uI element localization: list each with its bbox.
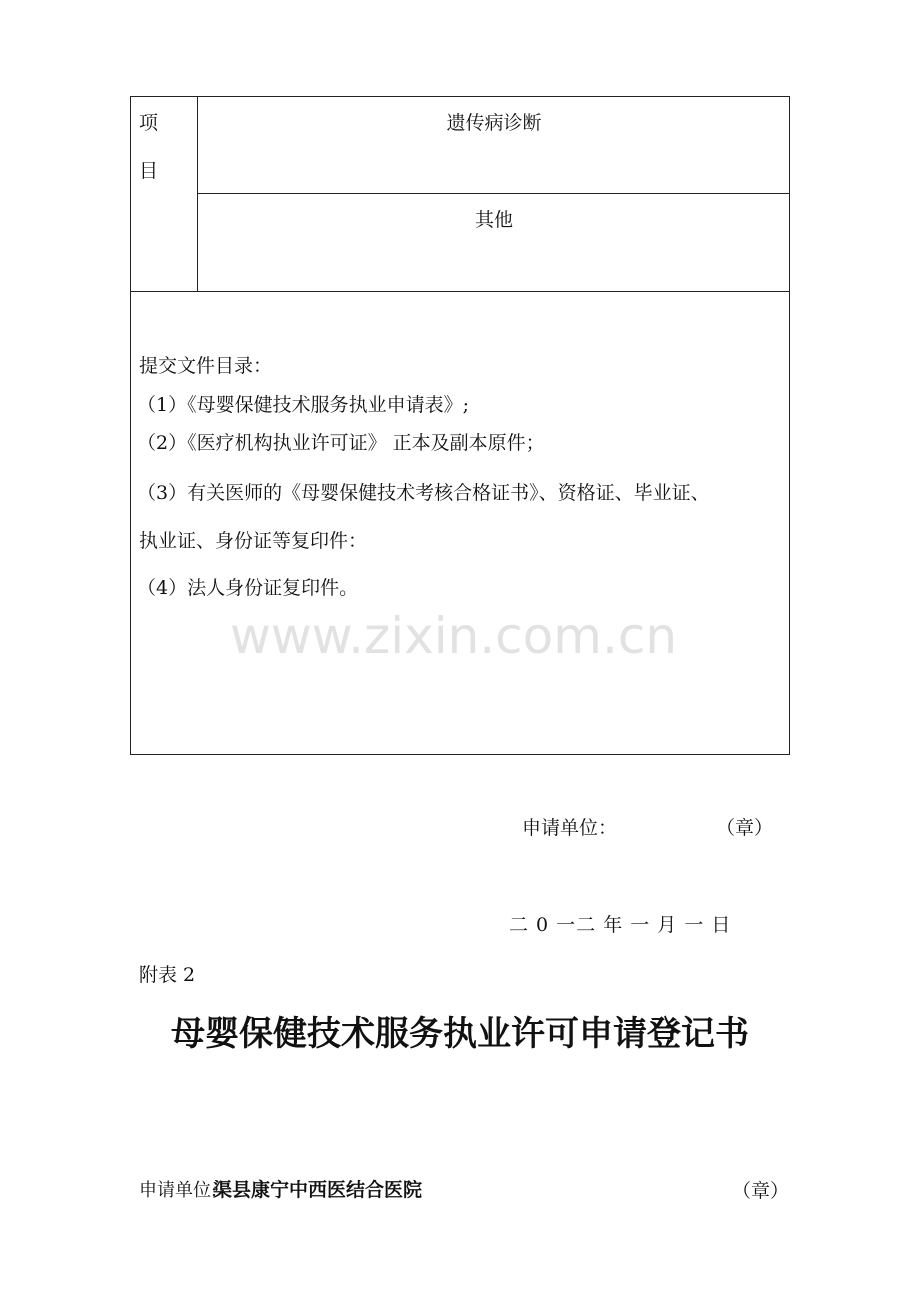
seal-mark: （章） <box>716 817 774 839</box>
doc-item-2: （2）《医疗机构执业许可证》 正本及副本原件； <box>137 432 545 454</box>
applicant-unit-label: 申请单位： <box>522 817 618 839</box>
table-divider-item-row <box>197 193 790 194</box>
row-label-char-1: 项 <box>139 112 159 134</box>
doc-item-1: （1）《母婴保健技术服务执业申请表》; <box>137 394 469 416</box>
applicant-label: 申请单位: <box>139 1180 218 1201</box>
row-label-char-2: 目 <box>139 160 159 182</box>
appendix-label: 附表 2 <box>139 964 196 986</box>
item-other: 其他 <box>474 209 513 231</box>
appendix-title: 母婴保健技术服务执业许可申请登记书 <box>171 1014 749 1054</box>
applicant-name: 渠县康宁中西医结合医院 <box>213 1179 423 1201</box>
watermark: www.zixin.com.cn <box>230 607 678 665</box>
item-genetic-diagnosis: 遗传病诊断 <box>446 112 542 134</box>
docs-heading: 提交文件目录： <box>139 355 273 377</box>
doc-item-4: （4）法人身份证复印件。 <box>137 577 359 599</box>
table-divider-docs-row <box>130 291 790 292</box>
appendix-seal-mark: （章） <box>732 1180 790 1202</box>
doc-item-3: （3）有关医师的《母婴保健技术考核合格证书》、资格证、毕业证、 <box>137 482 710 504</box>
application-date: 二 0 一二 年 一 月 一 日 <box>509 914 732 936</box>
doc-item-3-cont: 执业证、身份证等复印件： <box>139 530 368 552</box>
